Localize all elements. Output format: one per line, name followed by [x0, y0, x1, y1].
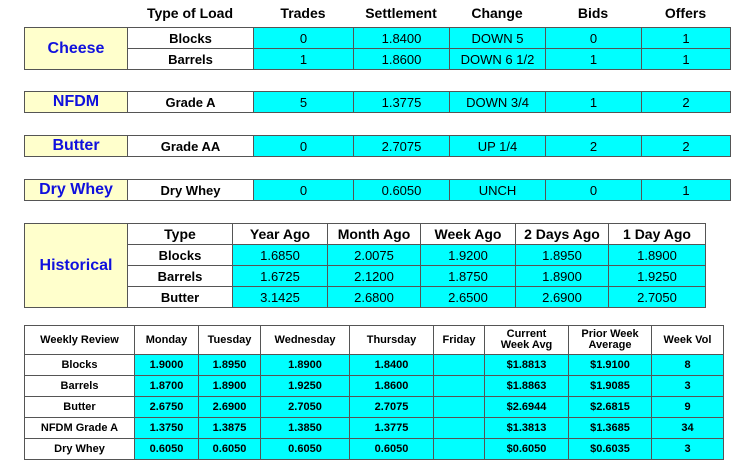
settlement-value: 0.6050: [354, 180, 450, 201]
table-cell: $1.3813: [485, 418, 569, 439]
settlement-value: 1.8400: [354, 28, 450, 49]
trades-value: 1: [254, 49, 354, 70]
column-header: Friday: [434, 326, 485, 355]
table-cell: 1.9250: [261, 376, 350, 397]
product-label-nfdm: NFDM: [25, 92, 128, 113]
type-label: Butter: [128, 287, 233, 308]
trades-value: 0: [254, 136, 354, 157]
cheese-table: [24, 27, 731, 70]
row-label: Barrels: [25, 376, 135, 397]
row-label: Butter: [25, 397, 135, 418]
table-cell: $1.8863: [485, 376, 569, 397]
table-cell: [434, 355, 485, 376]
column-header: Year Ago: [233, 224, 328, 245]
header-line: Prior Week: [581, 328, 639, 340]
table-cell: 0.6050: [261, 439, 350, 460]
table-header-row: [25, 224, 706, 245]
column-header: Monday: [135, 326, 199, 355]
table-cell: 34: [652, 418, 724, 439]
table-cell: $1.3685: [569, 418, 652, 439]
row-label: Blocks: [25, 355, 135, 376]
change-value: DOWN 6 1/2: [450, 49, 546, 70]
product-label-butter: Butter: [25, 136, 128, 157]
table-cell: 2.6900: [516, 287, 609, 308]
header-settlement: Settlement: [365, 5, 437, 21]
historical-table: [24, 223, 706, 308]
table-cell: 2.6800: [328, 287, 421, 308]
column-header: Thursday: [350, 326, 434, 355]
product-label-historical: Historical: [25, 224, 128, 308]
butter-table: [24, 135, 731, 157]
bids-value: 2: [546, 136, 642, 157]
table-cell: 1.8400: [350, 355, 434, 376]
offers-value: 2: [642, 92, 731, 113]
header-change: Change: [471, 5, 523, 21]
table-row: [25, 28, 731, 49]
table-cell: 8: [652, 355, 724, 376]
table-cell: $2.6944: [485, 397, 569, 418]
table-cell: [434, 376, 485, 397]
header-trades: Trades: [280, 5, 326, 21]
table-row: [25, 245, 706, 266]
column-header: 1 Day Ago: [609, 224, 706, 245]
table-cell: [434, 418, 485, 439]
header-line: Week Avg: [500, 339, 553, 351]
table-row: [25, 136, 731, 157]
table-cell: 1.3750: [135, 418, 199, 439]
table-cell: 1.3850: [261, 418, 350, 439]
product-label-cheese: Cheese: [25, 28, 128, 70]
bids-value: 0: [546, 28, 642, 49]
table-cell: 1.8750: [421, 266, 516, 287]
table-cell: 0.6050: [135, 439, 199, 460]
change-value: UP 1/4: [450, 136, 546, 157]
table-cell: 1.8950: [516, 245, 609, 266]
table-cell: 0.6050: [350, 439, 434, 460]
table-cell: 2.6750: [135, 397, 199, 418]
header-line: Average: [588, 339, 632, 351]
table-cell: 2.6500: [421, 287, 516, 308]
table-cell: 2.6900: [199, 397, 261, 418]
table-header-row: [25, 326, 724, 355]
table-row: [25, 397, 724, 418]
load-label: Barrels: [128, 49, 254, 70]
table-cell: 1.6725: [233, 266, 328, 287]
table-cell: [434, 439, 485, 460]
row-label: NFDM Grade A: [25, 418, 135, 439]
table-row: [25, 376, 724, 397]
change-value: UNCH: [450, 180, 546, 201]
table-cell: 2.7050: [261, 397, 350, 418]
table-cell: 3: [652, 376, 724, 397]
table-cell: 1.8700: [135, 376, 199, 397]
load-label: Dry Whey: [128, 180, 254, 201]
weekly-review-table: [24, 325, 724, 460]
header-type-of-load: Type of Load: [146, 5, 234, 21]
table-cell: 1.3875: [199, 418, 261, 439]
offers-value: 1: [642, 28, 731, 49]
column-header: Wednesday: [261, 326, 350, 355]
offers-value: 1: [642, 180, 731, 201]
offers-value: 2: [642, 136, 731, 157]
column-header: Weekly Review: [25, 326, 135, 355]
load-label: Grade AA: [128, 136, 254, 157]
row-label: Dry Whey: [25, 439, 135, 460]
column-header: Month Ago: [328, 224, 421, 245]
table-cell: 1.9200: [421, 245, 516, 266]
load-label: Grade A: [128, 92, 254, 113]
change-value: DOWN 3/4: [450, 92, 546, 113]
table-cell: $0.6035: [569, 439, 652, 460]
column-header: Week Vol: [652, 326, 724, 355]
table-cell: $0.6050: [485, 439, 569, 460]
column-header: [24, 3, 730, 23]
table-cell: 1.6850: [233, 245, 328, 266]
table-row: [25, 418, 724, 439]
table-row: [25, 92, 731, 113]
table-row: [25, 266, 706, 287]
column-header: Type: [128, 224, 233, 245]
table-cell: 2.7075: [350, 397, 434, 418]
header-bids: Bids: [577, 5, 609, 21]
table-cell: 1.3775: [350, 418, 434, 439]
table-cell: 2.7050: [609, 287, 706, 308]
settlement-value: 1.8600: [354, 49, 450, 70]
settlement-value: 2.7075: [354, 136, 450, 157]
trades-value: 0: [254, 180, 354, 201]
table-cell: 1.8900: [261, 355, 350, 376]
offers-value: 1: [642, 49, 731, 70]
bids-value: 0: [546, 180, 642, 201]
table-cell: 1.9250: [609, 266, 706, 287]
drywhey-table: [24, 179, 731, 201]
change-value: DOWN 5: [450, 28, 546, 49]
type-label: Blocks: [128, 245, 233, 266]
column-header: 2 Days Ago: [516, 224, 609, 245]
table-cell: 9: [652, 397, 724, 418]
table-cell: 0.6050: [199, 439, 261, 460]
trades-value: 5: [254, 92, 354, 113]
table-cell: 3: [652, 439, 724, 460]
nfdm-table: [24, 91, 731, 113]
table-cell: 1.8900: [516, 266, 609, 287]
bids-value: 1: [546, 49, 642, 70]
table-cell: 2.0075: [328, 245, 421, 266]
type-label: Barrels: [128, 266, 233, 287]
table-cell: 1.8950: [199, 355, 261, 376]
trades-value: 0: [254, 28, 354, 49]
bids-value: 1: [546, 92, 642, 113]
table-cell: 2.1200: [328, 266, 421, 287]
table-cell: 1.8600: [350, 376, 434, 397]
table-row: [25, 355, 724, 376]
table-cell: 3.1425: [233, 287, 328, 308]
table-cell: $1.9085: [569, 376, 652, 397]
settlement-value: 1.3775: [354, 92, 450, 113]
table-row: [25, 180, 731, 201]
header-offers: Offers: [664, 5, 707, 21]
header-line: Current: [506, 328, 547, 340]
column-header: [569, 326, 652, 355]
table-row: [25, 439, 724, 460]
table-row: [25, 49, 731, 70]
column-header: [485, 326, 569, 355]
table-cell: 1.9000: [135, 355, 199, 376]
table-cell: $1.8813: [485, 355, 569, 376]
table-cell: $2.6815: [569, 397, 652, 418]
table-cell: 1.8900: [609, 245, 706, 266]
product-label-drywhey: Dry Whey: [25, 180, 128, 201]
table-cell: 1.8900: [199, 376, 261, 397]
load-label: Blocks: [128, 28, 254, 49]
table-cell: $1.9100: [569, 355, 652, 376]
table-row: [25, 287, 706, 308]
column-header: Tuesday: [199, 326, 261, 355]
column-header: Week Ago: [421, 224, 516, 245]
table-cell: [434, 397, 485, 418]
